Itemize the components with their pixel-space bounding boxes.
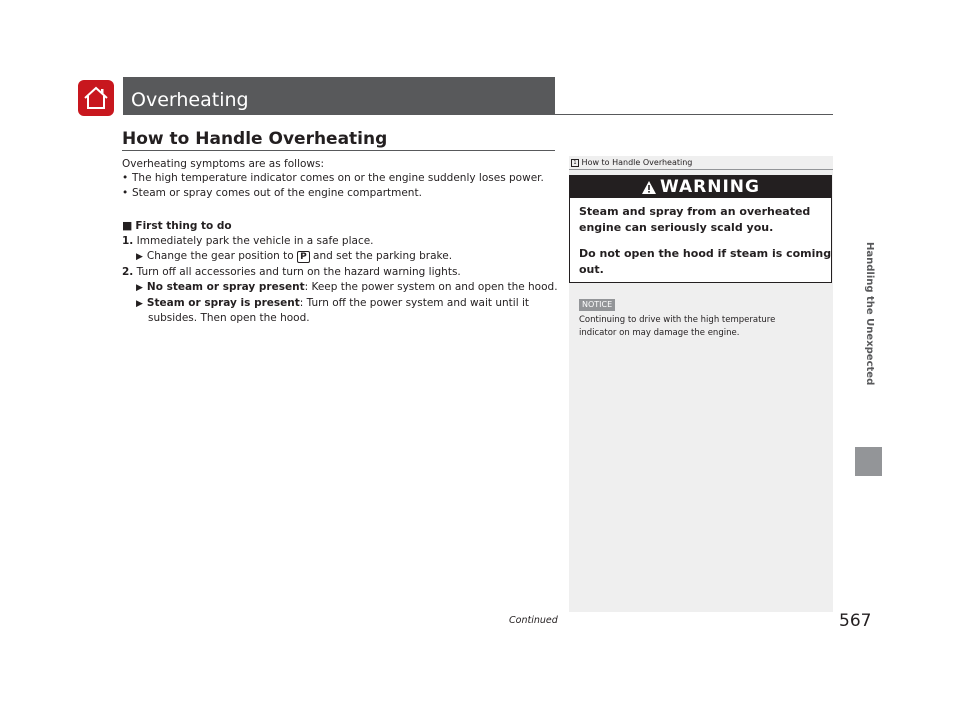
arrow-icon: ▶: [136, 252, 143, 262]
sidebar-divider: [569, 169, 833, 170]
bullet-icon: •: [122, 172, 129, 184]
section-heading: How to Handle Overheating: [122, 129, 388, 149]
bullet-item: • Steam or spray comes out of the engine compartment.: [122, 187, 422, 199]
notice-tag: NOTICE: [579, 299, 615, 311]
arrow-icon: ▶: [136, 283, 143, 293]
subheading: ■ First thing to do: [122, 219, 232, 232]
gear-p-indicator: P: [297, 251, 310, 263]
section-divider: [122, 150, 555, 151]
reference-icon: 1: [571, 159, 579, 167]
warning-text-line: Steam and spray from an overheated: [579, 205, 811, 218]
title-divider: [555, 114, 833, 115]
arrow-icon: ▶: [136, 299, 143, 309]
warning-text-line: out.: [579, 263, 604, 276]
home-button[interactable]: [78, 80, 114, 116]
warning-header: WARNING: [570, 176, 831, 198]
sub-step: ▶ No steam or spray present: Keep the power system on and open the hood.: [136, 281, 558, 293]
sidebar-reference: 1 How to Handle Overheating: [571, 158, 692, 168]
sub-step: ▶ Steam or spray is present: Turn off the power system and wait until it: [136, 297, 529, 309]
home-icon: [83, 86, 109, 110]
page-title: Overheating: [131, 89, 249, 111]
sub-step: ▶ Change the gear position to P and set the parking brake.: [136, 250, 453, 262]
notice-text-line: Continuing to drive with the high temperature: [579, 315, 776, 325]
bullet-icon: •: [122, 187, 129, 199]
page-number: 567: [839, 611, 872, 631]
warning-text-line: Do not open the hood if steam is coming: [579, 247, 832, 260]
continued-label: Continued: [509, 615, 558, 626]
notice-text-line: indicator on may damage the engine.: [579, 328, 740, 338]
square-bullet-icon: ■: [122, 219, 133, 232]
chapter-tab-marker[interactable]: [855, 447, 882, 476]
warning-text-line: engine can seriously scald you.: [579, 221, 774, 234]
bullet-item: • The high temperature indicator comes on or the engine suddenly loses power.: [122, 172, 544, 184]
intro-text: Overheating symptoms are as follows:: [122, 158, 325, 170]
warning-triangle-icon: [641, 180, 657, 195]
step-item: 1. Immediately park the vehicle in a safe place.: [122, 235, 374, 247]
step-item: 2. Turn off all accessories and turn on the hazard warning lights.: [122, 266, 461, 278]
sub-step-continuation: subsides. Then open the hood.: [148, 312, 310, 324]
